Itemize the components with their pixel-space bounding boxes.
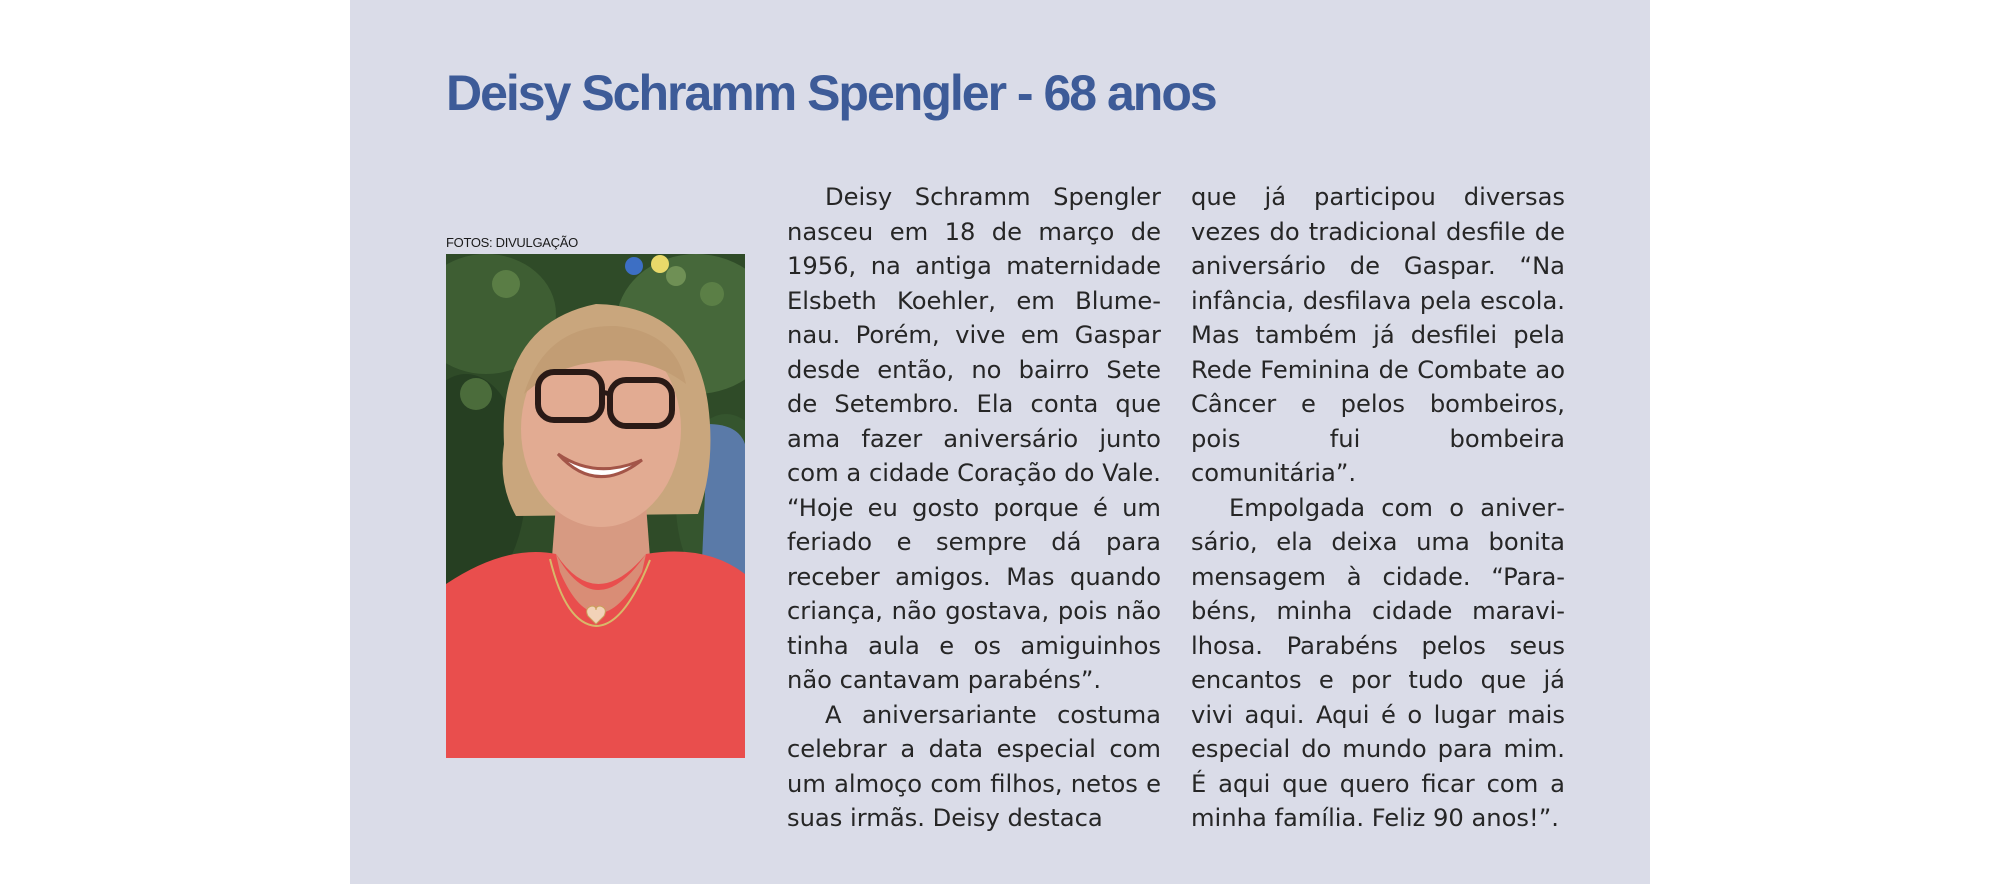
photo-credit: FOTOS: DIVULGAÇÃO [446, 235, 578, 250]
text-column-2 [1191, 180, 1565, 836]
paragraph: Empolgada com o aniversário, ela deixa uma bonita mensagem à cidade. “Parabéns, minha cidade maravilhosa. Parabéns pelos seus encantos e por tudo que já vivi aqui. Aqui é o lugar mais especial do mundo para mim. É aqui que quero ficar com a minha família. Feliz 90 anos!”. [1191, 493, 1565, 832]
text-column-1 [787, 180, 1161, 836]
paragraph: Deisy Schramm Spengler nasceu em 18 de março de 1956, na antiga maternidade Elsbeth Koehler, em Blumenau. Porém, vive em Gaspar desde então, no bairro Sete de Setembro. Ela conta que ama fazer aniversário junto com a cidade Coração do Vale. “Hoje eu gosto porque é um feriado e sempre dá para receber amigos. Mas quando criança, não gostava, pois não tinha aula e os amiguinhos não cantavam parabéns”. [787, 183, 1161, 694]
article-page [350, 0, 1650, 884]
paragraph: A aniversariante costuma celebrar a data especial com um almoço com filhos, netos e suas irmãs. Deisy destaca [787, 700, 1161, 832]
portrait-photo [446, 254, 745, 758]
paragraph: que já participou diversas vezes do tradicional desfile de aniversário de Gaspar. “Na infância, desfilava pela escola. Mas também já desfilei pela Rede Feminina de Combate ao Câncer e pelos bombeiros, pois fui bombeira comunitária”. [1191, 183, 1565, 487]
article-headline: Deisy Schramm Spengler - 68 anos [446, 65, 1216, 121]
